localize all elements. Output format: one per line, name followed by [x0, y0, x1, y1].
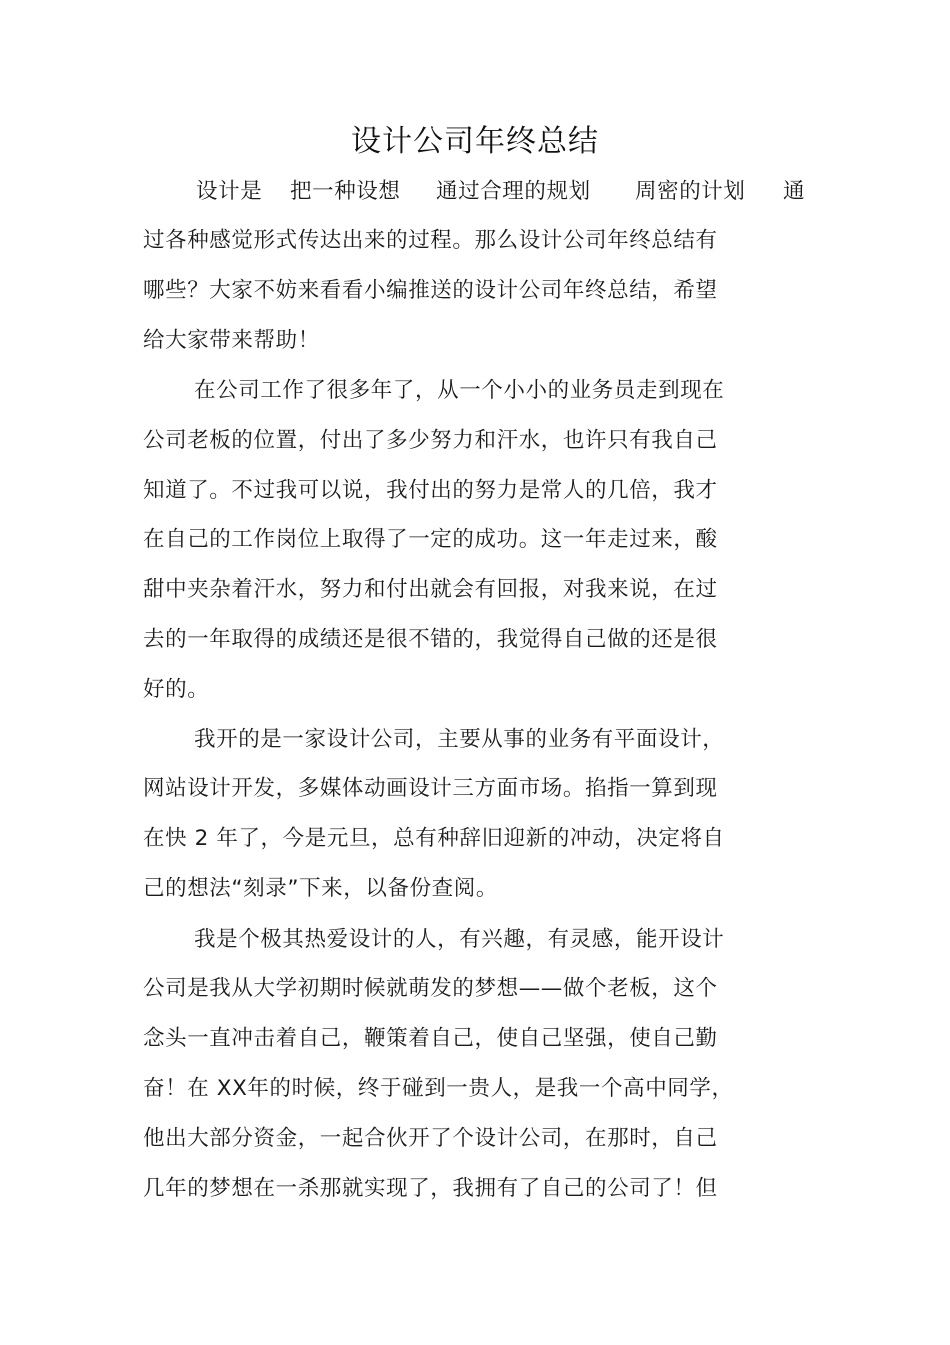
text-line: 公司是我从大学初期时候就萌发的梦想——做个老板，这个: [143, 976, 718, 1001]
intro-segment-4: 周密的计划: [635, 179, 746, 204]
text-line: 念头一直冲击着自己，鞭策着自己，使自己坚强，使自己勤: [143, 1026, 718, 1051]
text-line: 甜中夹杂着汗水，努力和付出就会有回报，对我来说，在过: [143, 577, 718, 602]
text-line: 过各种感觉形式传达出来的过程。那么设计公司年终总结有: [143, 228, 718, 253]
text-line: 好的。: [143, 677, 210, 702]
text-line: 哪些？大家不妨来看看小编推送的设计公司年终总结，希望: [143, 278, 718, 303]
paragraph-first-line: 我是个极其热爱设计的人，有兴趣，有灵感，能开设计: [194, 927, 725, 952]
intro-line: [0, 177, 950, 207]
text-line: 己的想法“刻录”下来，以备份查阅。: [143, 876, 498, 901]
text-line: 奋！在 XX年的时候，终于碰到一贵人，是我一个高中同学，: [143, 1076, 734, 1101]
text-line: 知道了。不过我可以说，我付出的努力是常人的几倍，我才: [143, 478, 718, 503]
paragraph-first-line: 我开的是一家设计公司，主要从事的业务有平面设计，: [194, 727, 725, 752]
paragraph-first-line: 在公司工作了很多年了，从一个小小的业务员走到现在: [194, 378, 725, 403]
intro-segment-2: 把一种设想: [290, 179, 401, 204]
text-line: 在快 2 年了，今是元旦，总有种辞旧迎新的冲动，决定将自: [143, 826, 725, 851]
text-line: 网站设计开发，多媒体动画设计三方面市场。掐指一算到现: [143, 776, 718, 801]
text-line: 给大家带来帮助！: [143, 328, 320, 353]
intro-segment-3: 通过合理的规划: [436, 179, 591, 204]
text-line: 他出大部分资金，一起合伙开了个设计公司，在那时，自己: [143, 1126, 718, 1151]
text-line: 在自己的工作岗位上取得了一定的成功。这一年走过来，酸: [143, 527, 718, 552]
document-title: 设计公司年终总结: [351, 124, 599, 159]
text-line: 去的一年取得的成绩还是很不错的，我觉得自己做的还是很: [143, 627, 718, 652]
intro-segment-5: 通: [783, 179, 806, 204]
text-line: 几年的梦想在一杀那就实现了，我拥有了自己的公司了！但: [143, 1176, 718, 1201]
intro-segment-1: 设计是: [196, 179, 263, 204]
text-line: 公司老板的位置，付出了多少努力和汗水，也许只有我自己: [143, 428, 718, 453]
